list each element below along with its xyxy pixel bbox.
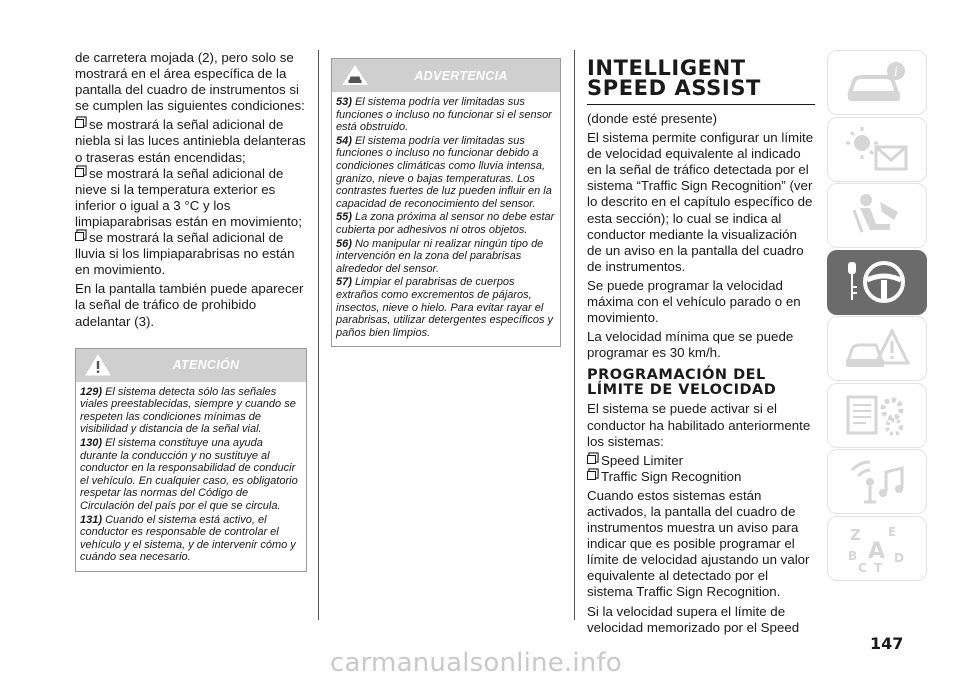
tab-index[interactable] — [827, 516, 927, 581]
warning-box — [331, 58, 561, 347]
column-divider — [318, 50, 319, 620]
list-item: Speed Limiter — [587, 453, 815, 469]
note-item: 56) No manipular ni realizar ningún tipo de intervención en la zona del parabrisas alrededor del sensor. — [336, 237, 544, 275]
attention-body — [76, 382, 306, 571]
tab-warning-lights[interactable] — [827, 117, 927, 182]
column-left — [75, 50, 307, 572]
section-heading: INTELLIGENT SPEED ASSIST — [587, 58, 815, 105]
tab-maintenance[interactable] — [827, 383, 927, 448]
checkbox-bullet-icon — [587, 471, 596, 480]
warning-lights-icon — [842, 123, 912, 175]
car-accident-icon — [842, 323, 912, 375]
note-item: 54) El sistema podría ver limitadas sus funciones o incluso no funcionar debido a condiciones climáticas como lluvia intensa, granizo, nieve o bajas temperaturas. Los contrastes fuertes de luz pueden influir en la capacidad de reconocimiento del sensor. — [336, 134, 552, 210]
note-item: 55) La zona próxima al sensor no debe estar cubierta por adhesivos ni otros objetos. — [336, 211, 555, 236]
index-letters-icon — [842, 522, 912, 574]
tab-multimedia[interactable] — [827, 449, 927, 514]
list-item: Traffic Sign Recognition — [587, 469, 815, 485]
svg-text:E: E — [888, 525, 897, 539]
key-steering-wheel-icon — [842, 256, 912, 308]
note-item: 131) Cuando el sistema está activo, el conductor es responsable de controlar el vehículo y el sistema, y de intervenir cómo y cuándo sea necesario. — [80, 513, 296, 564]
warning-triangle-icon — [85, 354, 111, 376]
column-middle — [331, 58, 561, 347]
list-item: se mostrará la señal adicional de niebla si las luces antiniebla delanteras o traseras están encendidas; — [75, 117, 306, 165]
warning-title: ADVERTENCIA — [414, 68, 508, 83]
intro-paragraph: de carretera mojada (2), pero solo se mostrará en el área específica de la pantalla del cuadro de instrumentos si se cumplen las siguientes condiciones: — [75, 50, 305, 114]
tab-seat-airbag[interactable] — [827, 183, 927, 248]
car-warning-icon — [341, 64, 369, 86]
note-item: 57) Limpiar el parabrisas de cuerpos extraños como excrementos de pájaros, insectos, nieve o hielo. Para evitar rayar el parabrisas, utilizar detergentes específicos y paños bien limpios. — [336, 276, 554, 339]
note-item: 130) El sistema constituye una ayuda durante la conducción y no sustituye al conductor en la responsabilidad de conducir el vehículo. En cualquier caso, es obligatorio respetar las normas del Código de Circulación del país por el que se circula. — [80, 436, 298, 512]
svg-text:B: B — [848, 549, 858, 563]
column-divider — [574, 50, 575, 620]
paragraph: El sistema permite configurar un límite de velocidad equivalente al indicado en la señal de tráfico detectada por el sistema “Traffic Sign Recognition” (ver lo descrito en el capítulo específico de esta sección); lo cual se indica al conductor mediante la visualización de un aviso en la pantalla del cuadro de instrumentos. — [587, 130, 814, 274]
warning-header — [332, 59, 560, 92]
chapter-tabs — [827, 50, 927, 582]
paragraph: Si la velocidad supera el límite de velocidad memorizado por el Speed — [587, 603, 800, 635]
list-item: se mostrará la señal adicional de nieve si la temperatura exterior es inferior o igual a 3 °C y los limpiaparabrisas están en movimiento; — [75, 165, 302, 229]
paragraph: Cuando estos sistemas están activados, la pantalla del cuadro de instrumentos muestra un aviso para indicar que es posible programar el límite de velocidad ajustando un valor equivalente al detectado por el sistema Traffic Sign Recognition. — [587, 487, 810, 600]
watermark: carmanualsonline.info — [330, 648, 622, 678]
svg-text:D: D — [894, 551, 904, 565]
svg-text:i: i — [893, 64, 899, 80]
subsection-heading: PROGRAMACIÓN DEL LÍMITE DE VELOCIDAD — [587, 367, 777, 399]
car-info-icon — [842, 57, 912, 109]
attention-header — [76, 349, 306, 382]
warning-body — [332, 92, 560, 346]
attention-title: ATENCIÓN — [172, 358, 240, 373]
checkbox-bullet-icon — [587, 455, 596, 464]
page-number: 147 — [870, 634, 904, 653]
checkbox-bullet-icon — [75, 232, 84, 241]
tab-car-info[interactable] — [827, 50, 927, 115]
checkbox-bullet-icon — [75, 168, 84, 177]
svg-text:A: A — [868, 539, 886, 564]
tab-starting-driving[interactable] — [827, 250, 927, 315]
paragraph: En la pantalla también puede aparecer la señal de tráfico de prohibido adelantar (3). — [75, 281, 304, 329]
svg-text:T: T — [874, 561, 883, 574]
note-item: 129) El sistema detecta sólo las señales viales preestablecidas, siempre y cuando se respeten las condiciones mínimas de visibilidad y distancia de la señal vial. — [80, 385, 296, 436]
column-right — [587, 52, 815, 639]
attention-box — [75, 348, 307, 572]
paragraph: La velocidad mínima que se puede programar es 30 km/h. — [587, 329, 794, 361]
paragraph: Se puede programar la velocidad máxima con el vehículo parado o en movimiento. — [587, 277, 801, 326]
note-item: 53) El sistema podría ver limitadas sus funciones o incluso no funcionar si el sensor está obstruido. — [336, 96, 552, 134]
multimedia-icon — [842, 456, 912, 508]
seat-airbag-icon — [842, 190, 912, 242]
list-item: se mostrará la señal adicional de lluvia si los limpiaparabrisas no están en movimiento. — [75, 230, 295, 278]
paragraph: (donde esté presente) — [587, 111, 718, 126]
svg-text:C: C — [858, 561, 867, 574]
maintenance-gears-icon — [842, 389, 912, 441]
tab-emergency[interactable] — [827, 316, 927, 381]
paragraph: El sistema se puede activar si el conductor ha habilitado anteriormente los sistemas: — [587, 401, 811, 449]
svg-text:Z: Z — [850, 526, 861, 544]
checkbox-bullet-icon — [75, 119, 84, 128]
